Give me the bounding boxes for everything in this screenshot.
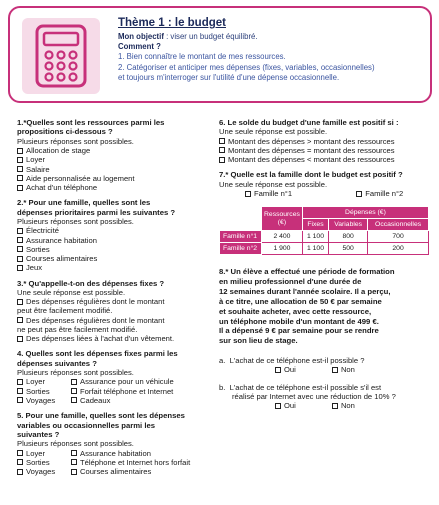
question-1 [17,118,217,192]
option[interactable]: Loyer [17,377,71,386]
question-title: 2.* Pour une famille, quelles sont les dépenses prioritaires parmi les suivantes ? [17,198,176,217]
instruction: Plusieurs réponses sont possibles. [17,217,134,227]
option[interactable]: Assurance pour un véhicule [71,377,217,386]
checkbox[interactable] [17,148,23,154]
option[interactable]: Des dépenses régulières dont le montant ne peut pas être facilement modifié. [17,315,165,334]
checkbox[interactable] [71,459,77,465]
question-title: 6. Le solde du budget d'une famille est positif si : [219,118,399,127]
comment-label: Comment ? [118,41,161,51]
instruction: Plusieurs réponses sont possibles. [17,136,134,146]
question-6 [219,118,433,164]
option[interactable]: Cadeaux [71,396,217,405]
checkbox[interactable] [17,388,23,394]
right-column [219,118,433,416]
table-row [220,243,429,255]
option-row [17,449,217,458]
option[interactable]: Montant des dépenses > montant des ressources [219,137,433,146]
question-title: 1.*Quelles sont les ressources parmi les propositions ci-dessous ? [17,118,165,137]
option-row [219,365,433,374]
option[interactable]: Montant des dépenses = montant des ressources [219,146,433,155]
option[interactable]: Assurance habitation [71,449,217,458]
option-row [17,396,217,405]
table-row [220,231,429,243]
instruction: Une seule réponse est possible. [219,179,328,189]
sub-question-a: a. L'achat de ce téléphone est-il possible ? [219,356,365,366]
question-8 [219,267,433,410]
checkbox[interactable] [219,147,225,153]
option-yes[interactable]: Oui [275,365,296,374]
left-column [17,118,217,482]
option[interactable]: Courses alimentaires [71,467,217,476]
checkbox[interactable] [17,397,23,403]
question-2 [17,198,217,272]
instruction: Plusieurs réponses sont possibles. [17,368,134,378]
checkbox[interactable] [275,367,281,373]
table-corner [220,219,262,231]
option[interactable]: Montant des dépenses < montant des ressources [219,155,433,164]
option[interactable]: Assurance habitation [17,236,217,245]
sub-question-b: b. L'achat de ce téléphone est-il possible s'il est réalisé par Internet avec une réduction de 10% ? [219,382,396,401]
checkbox[interactable] [219,157,225,163]
option[interactable]: Des dépenses liées à l'achat d'un vêtement. [17,334,217,343]
option[interactable]: Sorties [17,458,71,467]
checkbox[interactable] [71,450,77,456]
option[interactable]: Achat d'un téléphone [17,183,217,192]
checkbox[interactable] [332,403,338,409]
instruction: Une seule réponse est possible. [219,127,328,137]
checkbox[interactable] [17,299,23,305]
checkbox[interactable] [17,469,23,475]
cell: 1 900 [262,243,303,255]
question-title: 4. Quelles sont les dépenses fixes parmi les dépenses suivantes ? [17,349,178,368]
checkbox[interactable] [17,379,23,385]
instruction: Plusieurs réponses sont possibles. [17,439,134,449]
question-7 [219,170,433,198]
subheader-occasionnelles: Occasionnelles [368,219,429,231]
subheader-variables: Variables [329,219,368,231]
cell: 1 100 [302,231,328,243]
option-row [17,458,217,467]
checkbox[interactable] [17,256,23,262]
checkbox[interactable] [17,175,23,181]
header-text [118,16,420,84]
cell: 2 400 [262,231,303,243]
option[interactable]: Des dépenses régulières dont le montant peut être facilement modifié. [17,297,165,316]
step-1: 1. Bien connaître le montant de mes ressources. [118,52,286,62]
row-label: Famille n°1 [220,231,262,243]
question-title: 3.* Qu'appelle-t-on des dépenses fixes ? [17,278,165,288]
expenses-header: Dépenses (€) [302,207,428,219]
question-5 [17,411,217,476]
checkbox[interactable] [71,388,77,394]
resources-header: Ressources (€) [262,207,303,231]
option-row [17,387,217,396]
checkbox[interactable] [17,157,23,163]
objective-text: : viser un budget équilibré. [163,32,258,42]
calculator-icon [35,24,87,88]
option[interactable]: Sorties [17,387,71,396]
checkbox[interactable] [71,469,77,475]
cell: 800 [329,231,368,243]
option[interactable]: Téléphone et Internet hors forfait [71,458,217,467]
option[interactable]: Salaire [17,165,217,174]
checkbox[interactable] [332,367,338,373]
checkbox[interactable] [245,191,251,197]
option[interactable]: Loyer [17,449,71,458]
row-label: Famille n°2 [220,243,262,255]
checkbox[interactable] [17,246,23,252]
checkbox[interactable] [17,265,23,271]
cell: 500 [329,243,368,255]
checkbox[interactable] [17,317,23,323]
checkbox[interactable] [219,138,225,144]
cell: 200 [368,243,429,255]
objective-line [118,32,420,42]
option[interactable]: Courses alimentaires [17,254,217,263]
subheader-fixes: Fixes [302,219,328,231]
cell: 700 [368,231,429,243]
option[interactable]: Loyer [17,155,217,164]
question-title: 7.* Quelle est la famille dont le budget est positif ? [219,170,403,180]
cell: 1 100 [302,243,328,255]
option-row [219,401,433,410]
checkbox[interactable] [71,379,77,385]
option-no[interactable]: Non [332,365,355,374]
option[interactable]: Voyages [17,467,71,476]
option-row [219,189,433,198]
checkbox[interactable] [17,237,23,243]
budget-table [219,206,429,255]
question-3 [17,279,217,344]
question-4 [17,349,217,405]
step-2-cont: et toujours m'interroger sur l'utilité d'une dépense occasionnelle. [118,73,340,83]
option[interactable]: Aide personnalisée au logement [17,174,217,183]
option[interactable]: Voyages [17,396,71,405]
option-yes[interactable]: Oui [275,401,296,410]
theme-title: Thème 1 : le budget [118,17,226,29]
option[interactable]: Famille n°2 [356,189,403,198]
checkbox[interactable] [17,336,23,342]
option-no[interactable]: Non [332,401,355,410]
checkbox[interactable] [17,166,23,172]
checkbox[interactable] [17,228,23,234]
checkbox[interactable] [356,191,362,197]
step-2: 2. Catégoriser et anticiper mes dépenses (fixes, variables, occasionnelles) [118,62,375,72]
header-card [8,6,432,103]
calculator-illustration [22,18,100,94]
option[interactable]: Jeux [17,263,217,272]
option[interactable]: Électricité [17,226,217,235]
steps-list [118,52,420,83]
option[interactable]: Forfait téléphone et Internet [71,387,217,396]
checkbox[interactable] [17,185,23,191]
option[interactable]: Famille n°1 [245,189,292,198]
objective-label: Mon objectif [118,32,164,42]
option[interactable]: Sorties [17,245,217,254]
question-title: 5. Pour une famille, quelles sont les dépenses variables ou occasionnelles parmi les suivantes ? [17,411,185,440]
checkbox[interactable] [71,397,77,403]
checkbox[interactable] [17,459,23,465]
question-text: 8.* Un élève a effectué une période de formation en milieu professionnel d'une durée de 12 semaines durant l'année scolaire. Il a perçu, à ce titre, une allocation de 50 € par semaine et souhaite acheter, avec cette ressource, un téléphone mobile d'un montant de 499 €. Il a dépensé 9 € par semaine pour se rendre sur son lieu de stage. [219,267,395,346]
option-row [17,377,217,386]
checkbox[interactable] [17,450,23,456]
instruction: Une seule réponse est possible. [17,287,126,297]
option-row [17,467,217,476]
table-corner [220,207,262,219]
checkbox[interactable] [275,403,281,409]
option[interactable]: Allocation de stage [17,146,217,155]
